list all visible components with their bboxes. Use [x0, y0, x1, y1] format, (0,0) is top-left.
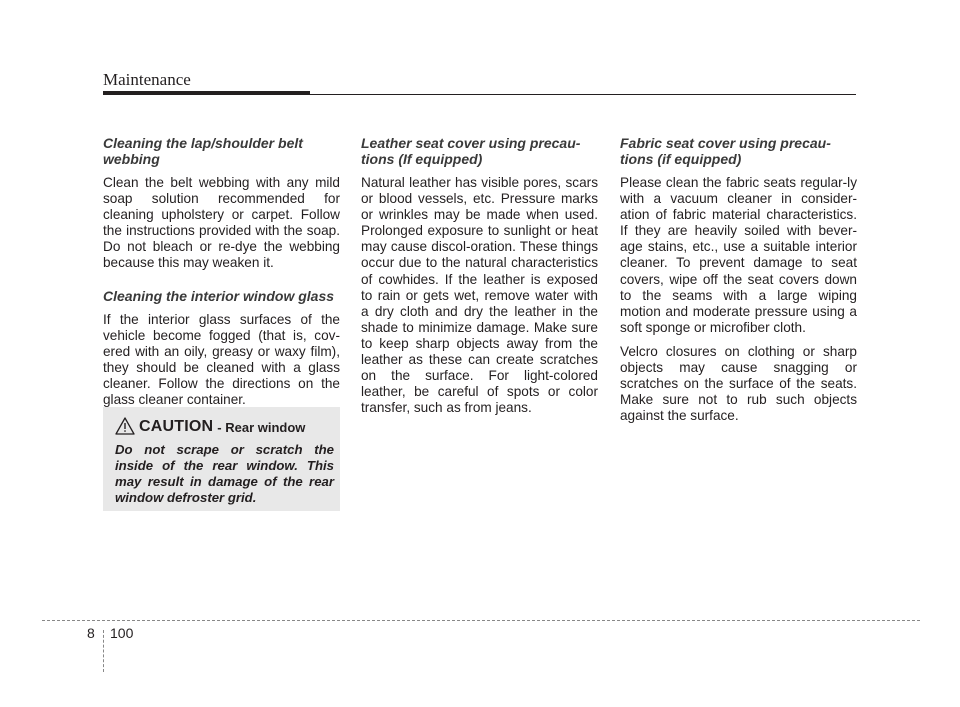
caution-sublabel: - Rear window — [217, 419, 306, 435]
caution-label: CAUTION — [139, 418, 214, 435]
caution-box — [103, 407, 340, 511]
column-2 — [361, 135, 598, 424]
footer-vertical-divider — [103, 630, 104, 672]
column-1 — [103, 135, 340, 416]
footer-divider — [42, 620, 920, 621]
belt-heading: Cleaning the lap/shoulder belt webbing — [103, 135, 303, 167]
page-number: 100 — [110, 625, 134, 641]
caution-text: Do not scrape or scratch the inside of the rear window. This may result in damage of the rear window defroster grid. — [115, 442, 334, 505]
section-title: Maintenance — [103, 70, 191, 89]
glass-body: If the interior glass surfaces of the vehicle become fogged (that is, cov-ered with an oily, greasy or waxy film), they should be cleaned with a glass cleaner. Follow the directions on the glass cleaner container. — [103, 311, 340, 408]
glass-heading: Cleaning the interior window glass — [103, 287, 335, 304]
column-3 — [620, 135, 857, 432]
fabric-body-2: Velcro closures on clothing or sharp objects may cause snagging or scratches on the surface of the seats. Make sure not to rub such objects against the surface. — [620, 343, 857, 424]
chapter-number: 8 — [87, 625, 95, 641]
fabric-body-1: Please clean the fabric seats regular-ly with a vacuum cleaner in consider-ation of fabric material characteristics. If they are heavily soiled with bever-age stains, etc., use a suitable interior cleaner. To prevent damage to seat covers, wipe off the seat covers down to the seams with a large wiping motion and moderate pressure using a soft sponge or microfiber cloth. — [620, 175, 857, 335]
warning-triangle-icon — [115, 417, 135, 435]
leather-body: Natural leather has visible pores, scars or blood vessels, etc. Pressure marks or wrinkles may be made when used. Prolonged exposure to sunlight or heat may cause discol-oration. These things occur due to the natural characteristics of cowhides. If the leather is exposed to rain or gets wet, remove water with a dry cloth and dry the leather in the shade to minimize damage. Make sure to keep sharp objects away from the leather as these can create scratches on the surface. For light-colored leather, be careful of spots or color transfer, such as from jeans. — [361, 175, 598, 416]
belt-body: Clean the belt webbing with any mild soap solution recommended for cleaning upholstery or carpet. Follow the instructions provided with the soap. Do not bleach or re-dye the webbing because this may weaken it. — [103, 175, 340, 271]
fabric-heading: Fabric seat cover using precau-tions (if equipped) — [620, 135, 831, 167]
caution-header — [115, 415, 334, 439]
leather-heading: Leather seat cover using precau-tions (If equipped) — [361, 135, 581, 167]
header-rule-accent — [103, 91, 310, 95]
